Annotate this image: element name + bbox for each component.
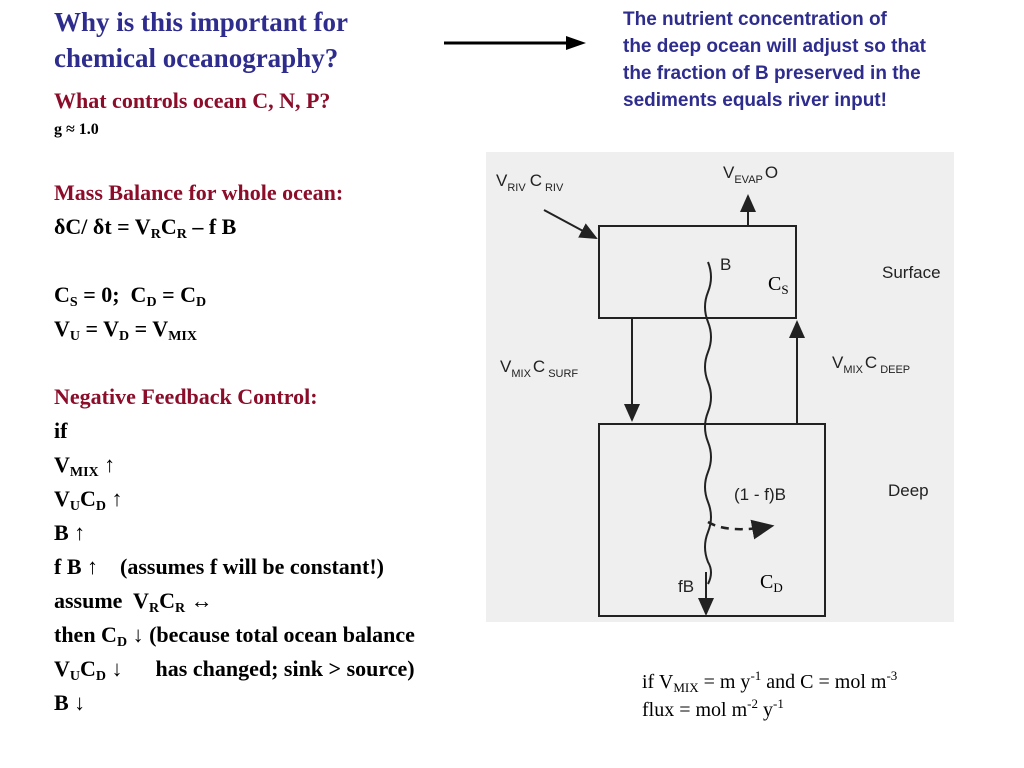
units-line-1: if $V_{MIX} = m$ $y^{-1}$ and C = mol $m^{-3}$ xyxy=(642,668,898,695)
slide-title xyxy=(54,4,348,76)
river-flux-label: $V_{RIV}$ C $_{RIV}$ xyxy=(496,171,564,194)
units-note xyxy=(642,668,897,724)
body-text xyxy=(54,176,415,720)
feedback-line-4: f B ↑ (assumes f will be constant!) xyxy=(54,554,384,579)
feedback-line-2: $V_UC_D$ ↑ xyxy=(54,486,123,514)
feedback-line-3: B ↑ xyxy=(54,520,86,545)
mass-balance-heading: Mass Balance for whole ocean: xyxy=(54,180,344,205)
mass-balance-equation: δC/ $\delta t = V_RC_R - f$ B xyxy=(54,214,237,242)
callout-line-4: sediments equals river input! xyxy=(623,90,887,111)
remineralized-label: (1 - f)B xyxy=(734,485,786,504)
feedback-if: if xyxy=(54,418,68,443)
cd-label: $C_D$ xyxy=(760,571,783,595)
diagram-background xyxy=(486,152,954,622)
surface-label: Surface xyxy=(882,263,941,282)
callout-line-2: the deep ocean will adjust so that xyxy=(623,36,926,57)
mix-surf-label: $V_{MIX}$ C $_{SURF}$ xyxy=(500,357,579,380)
condition-fluxes: $V_U = V_D = V_{MIX}$ xyxy=(54,316,197,344)
mix-deep-label: $V_{MIX}$ C $_{DEEP}$ xyxy=(832,353,911,376)
cs-label: $C_S$ xyxy=(768,273,789,297)
slide-subtitle: What controls ocean C, N, P? xyxy=(54,88,331,113)
condition-concentrations: $C_S = 0$; $C_D = C_D$ xyxy=(54,282,207,310)
right-arrow-icon xyxy=(440,32,590,54)
feedback-heading: Negative Feedback Control: xyxy=(54,384,318,409)
burial-label: fB xyxy=(678,577,695,596)
evap-flux-label: $V_{EVAP}$ O xyxy=(723,163,779,186)
feedback-line-5: assume $V_RC_R$ ↔ xyxy=(54,588,213,616)
feedback-line-7: $V_UC_D$ ↓ has changed; sink > source) xyxy=(54,656,415,684)
title-line-2: chemical oceanography? xyxy=(54,43,339,73)
callout-line-1: The nutrient concentration of xyxy=(623,9,887,30)
callout-line-3: the fraction of B preserved in the xyxy=(623,63,921,84)
two-box-ocean-diagram xyxy=(486,152,954,622)
title-line-1: Why is this important for xyxy=(54,7,349,37)
callout-note xyxy=(623,6,926,114)
deep-label: Deep xyxy=(888,481,929,500)
feedback-line-1: $V_{MIX}$ ↑ xyxy=(54,452,116,480)
units-line-2: flux = mol $m^{-2}$ $y^{-1}$ xyxy=(642,696,784,721)
b-label: B xyxy=(720,255,732,274)
feedback-line-8: B ↓ xyxy=(54,690,86,715)
feedback-line-6: then $C_D$ ↓ (because total ocean balance xyxy=(54,622,415,650)
g-line: g ≈ 1.0 xyxy=(54,121,99,138)
